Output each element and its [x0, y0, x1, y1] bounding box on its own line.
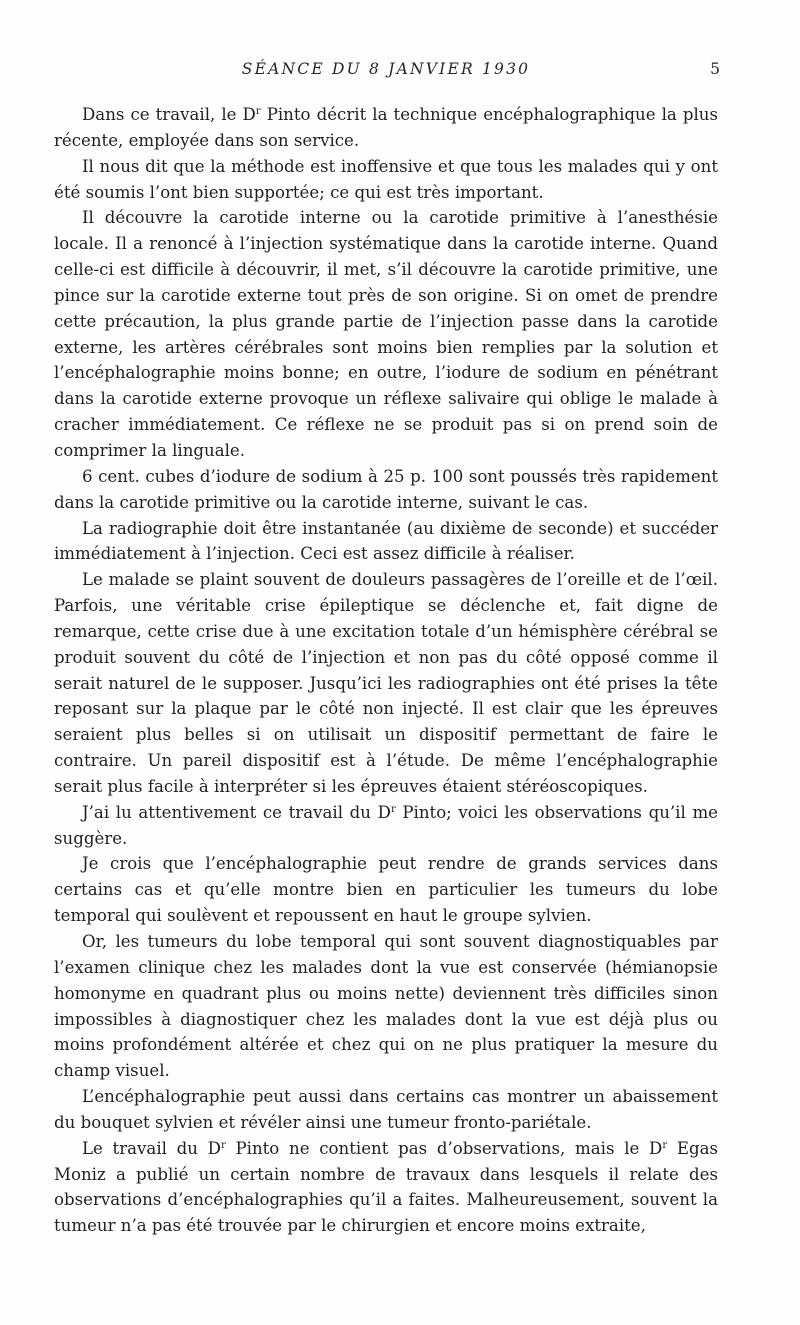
paragraph-8: Je crois que l’encéphalographie peut rendre de grands services dans certains cas et qu’elle montre bien en particulier les tumeurs du lobe temporal qui soulèvent et repoussent en haut le groupe sylvien.: [54, 854, 718, 926]
paragraph-3: Il découvre la carotide interne ou la carotide primitive à l’anesthésie locale. Il a renoncé à l’injection systématique dans la carotide interne. Quand celle-ci est difficile à découvrir, il met, s’il découvre la carotide primitive, une pince sur la carotide externe tout près de son origine. Si on omet de prendre cette précaution, la plus grande partie de l’injection passe dans la carotide externe, les artères cérébrales sont moins bien remplies par la solution et l’encéphalographie moins bonne; en outre, l’iodure de sodium en pénétrant dans la carotide externe provoque un réflexe salivaire qui oblige le malade à cracher immédiatement. Ce réflexe ne se produit pas si on prend soin de comprimer la linguale.: [54, 208, 718, 460]
body-text: [54, 102, 718, 1239]
paragraph-11: [54, 1136, 718, 1239]
paragraph-7-text-a: J’ai lu attentivement ce travail du D: [82, 802, 391, 822]
paragraph-7-text-b: Pinto; voici les observations qu’il me suggère.: [54, 802, 718, 848]
paragraph-11-text-c: Egas Moniz a publié un certain nombre de travaux dans lesquels il relate des observations d’encéphalographies qu’il a faites. Malheureusement, souvent la tumeur n’a pas été trouvée par le chirurgien et encore moins extraite,: [54, 1138, 719, 1236]
paragraph-11-text-a: Le travail du D: [82, 1138, 221, 1158]
paragraph-9: Or, les tumeurs du lobe temporal qui sont souvent diagnostiquables par l’examen clinique chez les malades dont la vue est conservée (hémianopsie homonyme en quadrant plus ou moins nette) deviennent très difficiles sinon impossibles à diagnostiquer chez les malades dont la vue est déjà plus ou moins profondément altérée et chez qui on ne plus pratiquer la mesure du champ visuel.: [54, 932, 718, 1081]
paragraph-10: L’encéphalographie peut aussi dans certains cas montrer un abaissement du bouquet sylvien et révéler ainsi une tumeur fronto-pariétale.: [54, 1087, 718, 1132]
paragraph-5: La radiographie doit être instantanée (au dixième de seconde) et succéder immédiatement à l’injection. Ceci est assez difficile à réaliser.: [54, 518, 718, 564]
page-number: 5: [710, 60, 720, 78]
doctor-abbrev-sup: r: [662, 1139, 668, 1151]
doctor-abbrev-sup: r: [390, 803, 396, 815]
paragraph-1: [54, 102, 718, 154]
paragraph-4: 6 cent. cubes d’iodure de sodium à 25 p. 100 sont poussés très rapidement dans la carotide primitive ou la carotide interne, suivant le cas.: [54, 466, 718, 512]
doctor-abbrev-sup: r: [220, 1139, 226, 1151]
running-header: [52, 60, 720, 84]
paragraph-2: Il nous dit que la méthode est inoffensive et que tous les malades qui y ont été soumis l’ont bien supportée; ce qui est très important.: [54, 156, 718, 202]
doctor-abbrev-sup: r: [255, 106, 261, 117]
paragraph-6: Le malade se plaint souvent de douleurs passagères de l’oreille et de l’œil. Parfois, une véritable crise épileptique se déclenche et, fait digne de remarque, cette crise due à une excitation totale d’un hémisphère cérébral se produit souvent du côté de l’injection et non pas du côté opposé comme il serait naturel de le supposer. Jusqu’ici les radiographies ont été prises la tête reposant sur la plaque par le côté non injecté. Il est clair que les épreuves seraient plus belles si on utilisait un dispositif permettant de faire le contraire. Un pareil dispositif est à l’étude. De même l’encéphalographie serait plus facile à interpréter si les épreuves étaient stéréoscopiques.: [54, 570, 718, 796]
paragraph-11-text-b: Pinto ne contient pas d’observations, mais le D: [225, 1138, 663, 1158]
paragraph-1-text-a: Dans ce travail, le D: [82, 105, 256, 124]
paragraph-1-text-b: Pinto décrit la technique encéphalographique la plus récente, employée dans son service.: [54, 105, 718, 150]
paragraph-7: [54, 800, 718, 852]
running-title: SÉANCE DU 8 JANVIER 1930: [241, 60, 531, 78]
